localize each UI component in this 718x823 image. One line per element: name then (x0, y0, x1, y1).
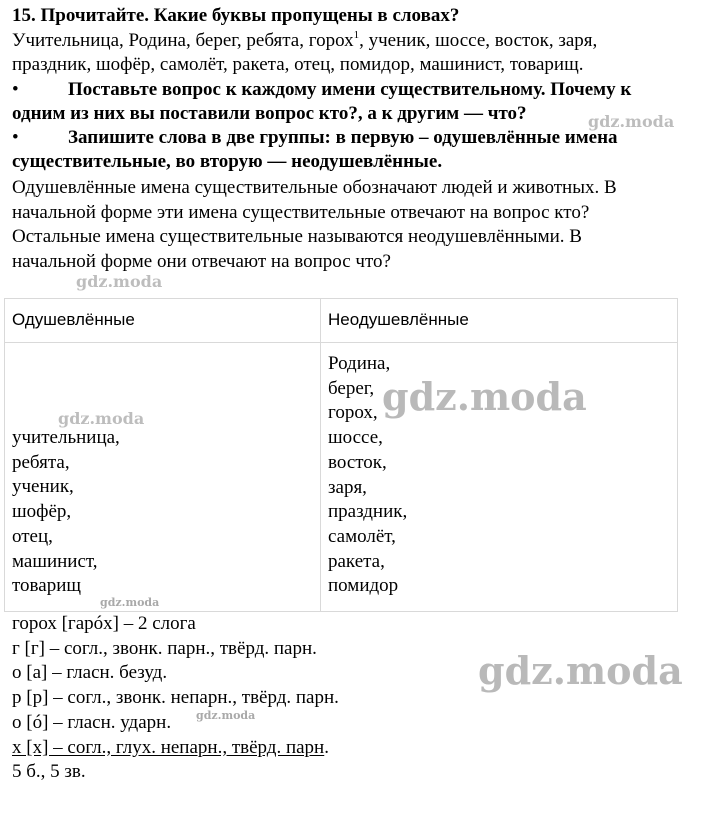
list-item: машинист, (12, 550, 98, 572)
list-item: ракета, (328, 550, 385, 572)
phonetic-line: г [г] – согл., звонк. парн., твёрд. парн. (12, 637, 317, 659)
list-item: помидор (328, 575, 399, 597)
watermark: gdz.moda (478, 648, 683, 693)
explanation-line-2: начальной форме эти имена существительные отвечают на вопрос кто? (12, 202, 590, 223)
list-item: Родина, (328, 353, 391, 374)
list-item: товарищ (12, 575, 82, 597)
explanation-line-3: Остальные имена существительные называются неодушевлёнными. В (12, 226, 582, 247)
watermark: gdz.moda (196, 709, 256, 722)
phonetic-line: о [ó] – гласн. ударн. (12, 711, 172, 733)
phonetic-line-underlined: х [х] – согл., глух. непарн., твёрд. парн. (12, 736, 329, 758)
words-table (4, 298, 678, 612)
list-item: заря, (328, 476, 367, 498)
bullet1-line-1: • Поставьте вопрос к каждому имени существительному. Почему к (12, 79, 632, 100)
bullet-marker: • (12, 79, 19, 100)
words-line-2: праздник, шофёр, самолёт, ракета, отец, помидор, машинист, товарищ. (12, 54, 584, 75)
phonetic-line: горох [гарóх] – 2 слога (12, 613, 196, 634)
list-item: горох, (328, 402, 378, 424)
header-animate: Одушевлённые (12, 310, 135, 329)
list-item: берег, (328, 377, 375, 399)
header-inanimate: Неодушевлённые (328, 310, 469, 329)
watermark: gdz.moda (588, 112, 675, 131)
list-item: шофёр, (12, 501, 72, 523)
list-item: шоссе, (328, 427, 383, 449)
phonetic-summary: 5 б., 5 зв. (12, 761, 86, 783)
phonetic-line: р [р] – согл., звонк. непарн., твёрд. парн. (12, 687, 339, 709)
list-item: самолёт, (328, 525, 396, 547)
list-item: ребята, (12, 451, 70, 473)
watermark: gdz.moda (58, 409, 145, 428)
bullet2-line-1: • Запишите слова в две группы: в первую – одушевлённые имена (12, 127, 618, 148)
explanation-line-1: Одушевлённые имена существительные обозначают людей и животных. В (12, 177, 617, 198)
list-item: ученик, (12, 476, 74, 498)
watermark: gdz.moda (100, 596, 160, 609)
task-heading: 15. Прочитайте. Какие буквы пропущены в словах? (12, 5, 460, 26)
footnote-mark: 1 (353, 29, 360, 41)
list-item: праздник, (328, 501, 408, 523)
watermark: gdz.moda (382, 374, 587, 419)
animate-column (12, 426, 120, 599)
phonetic-line: о [а] – гласн. безуд. (12, 662, 168, 684)
list-item: отец, (12, 525, 53, 547)
list-item: восток, (328, 451, 387, 473)
phonetic-analysis (12, 612, 339, 785)
explanation-line-4: начальной форме они отвечают на вопрос что? (12, 251, 391, 272)
list-item: учительница, (12, 427, 120, 448)
bullet1-line-2: одним из них вы поставили вопрос кто?, а к другим — что? (12, 103, 527, 124)
watermark: gdz.moda (76, 272, 163, 291)
bullet2-line-2: существительные, во вторую — неодушевлённые. (12, 151, 443, 172)
words-line-1: Учительница, Родина, берег, ребята, горох$^1$, ученик, шоссе, восток, заря, (12, 29, 598, 51)
bullet-marker: • (12, 127, 19, 148)
